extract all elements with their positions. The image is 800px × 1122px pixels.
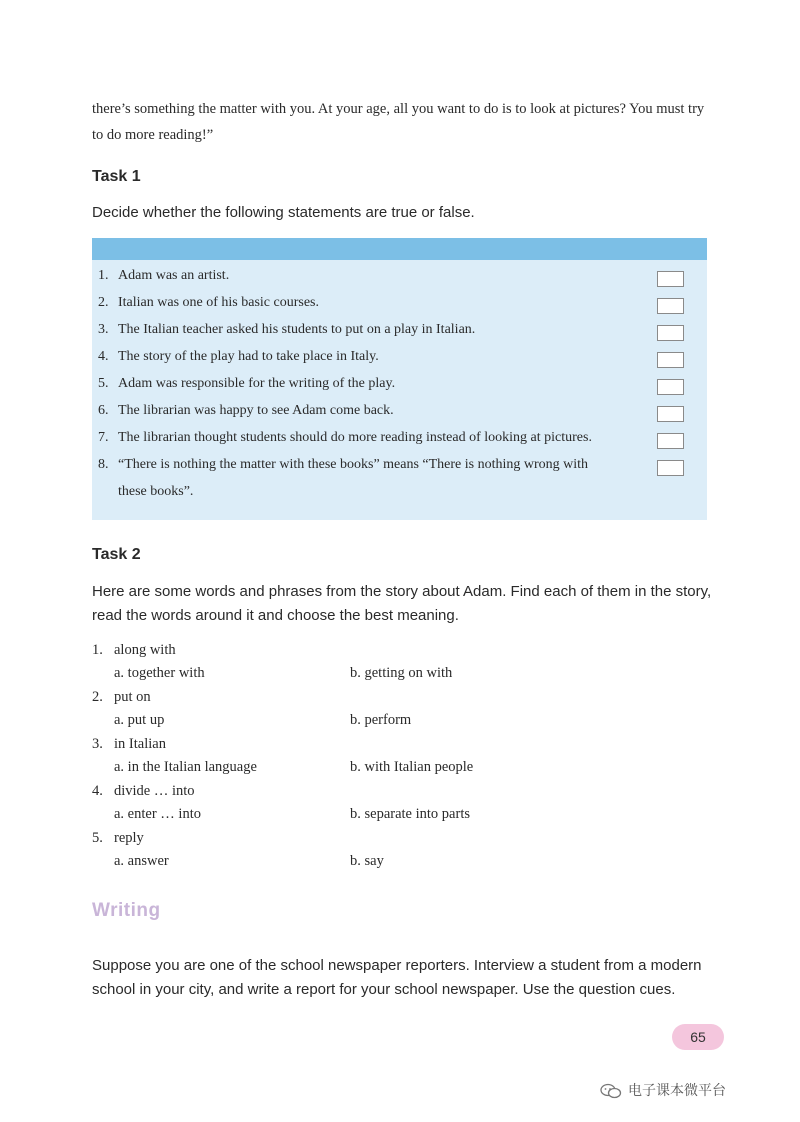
tf-statement-text: The librarian thought students should do more reading instead of looking at pictures. [118, 430, 592, 445]
tf-statement-text: The story of the play had to take place in Italy. [118, 349, 379, 364]
writing-instruction-line-2: school in your city, and write a report for your school newspaper. Use the question cues. [92, 981, 676, 998]
intro-paragraph [92, 96, 732, 148]
watermark [600, 1080, 726, 1100]
tf-statement-number: 2. [98, 295, 109, 310]
vocab-item-4-option-a: a. enter … into [114, 806, 201, 822]
vocab-item-3-option-b: b. with Italian people [350, 759, 474, 775]
tf-statement-text: Italian was one of his basic courses. [118, 295, 319, 310]
tf-statement-8 [98, 451, 588, 478]
page-number: 65 [672, 1024, 724, 1050]
tf-statement-text: Adam was an artist. [118, 268, 230, 283]
task2-instruction-line-1: Here are some words and phrases from the story about Adam. Find each of them in the story, [92, 583, 712, 600]
tf-statement-6 [98, 397, 394, 424]
vocab-item-4-num: 4. [92, 783, 103, 799]
tf-statement-number: 6. [98, 403, 109, 418]
answer-checkbox-6[interactable] [657, 406, 684, 422]
task2-instruction-line-2: read the words around it and choose the best meaning. [92, 607, 459, 624]
vocab-item-4-option-b: b. separate into parts [350, 806, 470, 822]
tf-statement-text: “There is nothing the matter with these books” means “There is nothing wrong with [118, 457, 589, 472]
vocab-item-3-term: in Italian [114, 736, 166, 752]
tf-statement-2 [98, 289, 319, 316]
tf-statement-number: 1. [98, 268, 109, 283]
tf-statement-text: The librarian was happy to see Adam come back. [118, 403, 394, 418]
wechat-icon [600, 1083, 622, 1099]
writing-section-title: Writing [92, 900, 161, 921]
task1-instruction: Decide whether the following statements are true or false. [92, 204, 475, 221]
vocab-item-1-num: 1. [92, 642, 103, 658]
tf-statement-number: 3. [98, 322, 109, 337]
task2-title: Task 2 [92, 546, 141, 563]
vocab-item-2-option-b: b. perform [350, 712, 412, 728]
true-false-box [92, 238, 707, 520]
answer-checkbox-2[interactable] [657, 298, 684, 314]
tf-statement-text: Adam was responsible for the writing of the play. [118, 376, 396, 391]
intro-line-1: there’s something the matter with you. At your age, all you want to do is to look at pictures? You must try [92, 101, 705, 117]
tf-statement-text: The Italian teacher asked his students to put on a play in Italian. [118, 322, 476, 337]
tf-statement-3 [98, 316, 475, 343]
tf-statement-1 [98, 262, 229, 289]
true-false-header-bar [92, 238, 707, 260]
vocab-item-2-num: 2. [92, 689, 103, 705]
tf-statement-number: 8. [98, 457, 109, 472]
vocab-item-5-num: 5. [92, 830, 103, 846]
vocab-item-2-term: put on [114, 689, 151, 705]
vocab-item-5-term: reply [114, 830, 144, 846]
answer-checkbox-4[interactable] [657, 352, 684, 368]
tf-statement-8-continued: these books”. [118, 484, 194, 499]
vocab-item-1-option-b: b. getting on with [350, 665, 453, 681]
intro-line-2: to do more reading!” [92, 127, 214, 143]
answer-checkbox-3[interactable] [657, 325, 684, 341]
vocab-item-5-option-b: b. say [350, 853, 384, 869]
answer-checkbox-1[interactable] [657, 271, 684, 287]
vocab-item-3-num: 3. [92, 736, 103, 752]
answer-checkbox-8[interactable] [657, 460, 684, 476]
tf-statement-4 [98, 343, 379, 370]
answer-checkbox-7[interactable] [657, 433, 684, 449]
vocab-item-1-term: along with [114, 642, 176, 658]
watermark-text: 电子课本微平台 [628, 1082, 726, 1098]
answer-checkbox-5[interactable] [657, 379, 684, 395]
vocab-item-5-option-a: a. answer [114, 853, 169, 869]
vocab-item-2-option-a: a. put up [114, 712, 165, 728]
vocab-item-3-option-a: a. in the Italian language [114, 759, 257, 775]
task1-title: Task 1 [92, 168, 141, 185]
vocab-item-1-option-a: a. together with [114, 665, 205, 681]
tf-statement-number: 7. [98, 430, 109, 445]
tf-statement-number: 4. [98, 349, 109, 364]
writing-instruction-line-1: Suppose you are one of the school newspaper reporters. Interview a student from a modern [92, 957, 702, 974]
tf-statement-5 [98, 370, 395, 397]
tf-statement-number: 5. [98, 376, 109, 391]
tf-statement-7 [98, 424, 592, 451]
vocab-item-4-term: divide … into [114, 783, 195, 799]
